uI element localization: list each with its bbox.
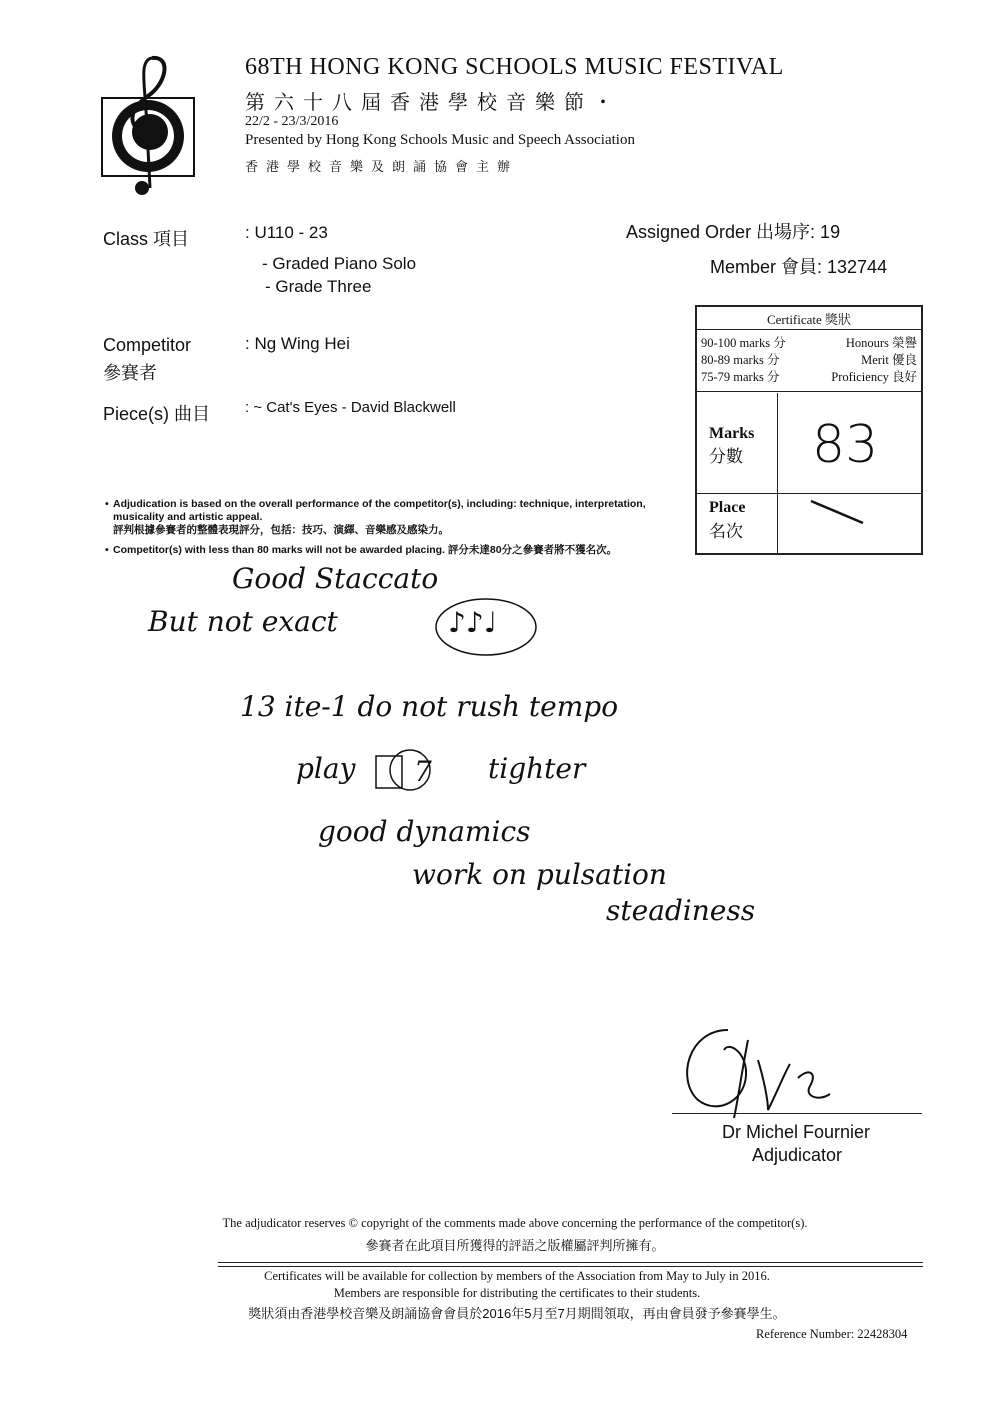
comment-line: good dynamics (318, 815, 531, 848)
place-label-zh: 名次 (709, 522, 743, 541)
signature-line (672, 1113, 922, 1114)
certificate-title: Certificate 獎狀 (766, 312, 852, 327)
festival-title-zh: 第六十八屆香港學校音樂節・ (245, 92, 622, 114)
competitor-label-zh: 參賽者 (103, 363, 157, 383)
comment-notes: ♪♪♩ (448, 606, 497, 639)
certificates-note: Members are responsible for distributing the certificates to their students. (333, 1286, 701, 1300)
class-label: Class 項目 (103, 229, 190, 249)
comment-bar-number: 7 (414, 755, 432, 788)
cert-award: Proficiency 良好 (831, 370, 917, 384)
adjudication-note-text: Adjudication is based on the overall performance of the competitor(s), including: technique, interpretation, musicality and artistic appeal. (113, 498, 646, 523)
cert-range: 90-100 marks 分 (701, 336, 786, 350)
comment-line: steadiness (606, 894, 756, 927)
adjudicator-name: Dr Michel Fournier (722, 1122, 871, 1142)
festival-dates: 22/2 - 23/3/2016 (245, 114, 339, 129)
adjudicator-signature (668, 1020, 868, 1120)
comment-line: play (296, 752, 356, 785)
pieces-value: : ~ Cat's Eyes - David Blackwell (245, 399, 456, 416)
certificate-row (701, 350, 917, 368)
marks-label: Marks (709, 425, 755, 442)
adjudicator-title: Adjudicator (752, 1145, 843, 1165)
footer-divider (218, 1262, 923, 1263)
copyright-note-zh: 參賽者在此項目所獲得的評語之版權屬評判所擁有。 (365, 1238, 665, 1253)
placing-note-text: Competitor(s) with less than 80 marks will not be awarded placing. 評分未達80分之參賽者將不獲名次。 (113, 544, 618, 556)
presented-by: Presented by Hong Kong Schools Music and Speech Association (245, 132, 635, 148)
class-line-2: - Graded Piano Solo (262, 254, 417, 273)
cert-award: Honours 榮譽 (845, 336, 917, 350)
marks-value: 83 (812, 415, 879, 475)
pieces-label: Piece(s) 曲目 (103, 404, 211, 424)
cert-range: 80-89 marks 分 (701, 353, 780, 367)
presented-by-zh: 香港學校音樂及朗誦協會主辦 (245, 159, 519, 174)
comment-line: work on pulsation (412, 858, 667, 891)
class-line-3: - Grade Three (265, 277, 372, 296)
cert-range: 75-79 marks 分 (701, 370, 780, 384)
copyright-note: The adjudicator reserves © copyright of the comments made above concerning the performance of the competitor(s). (222, 1216, 808, 1230)
festival-title: 68TH HONG KONG SCHOOLS MUSIC FESTIVAL (245, 54, 784, 80)
competitor-label: Competitor (103, 335, 192, 355)
reference-number: Reference Number: 22428304 (756, 1327, 908, 1341)
class-value: : U110 - 23 (245, 223, 328, 242)
festival-logo (100, 50, 196, 200)
certificate-box (695, 305, 923, 555)
certificates-note: Certificates will be available for collection by members of the Association from May to July in 2016. (264, 1269, 770, 1283)
marks-label-zh: 分數 (709, 447, 743, 466)
place-dash-mark (807, 497, 867, 527)
member-number: Member 會員: 132744 (710, 257, 888, 277)
certificate-row (701, 333, 917, 351)
competitor-value: : Ng Wing Hei (245, 334, 350, 353)
placing-note: • Competitor(s) with less than 80 marks will not be awarded placing. 評分未達80分之參賽者將不獲名次。 (105, 544, 618, 556)
footer-divider (218, 1266, 923, 1267)
certificate-row (701, 367, 917, 385)
comment-line: 13 ite-1 do not rush tempo (240, 690, 619, 723)
cert-award: Merit 優良 (861, 353, 917, 367)
comment-line: tighter (488, 752, 586, 785)
certificates-note-zh: 獎狀須由香港學校音樂及朗誦協會會員於2016年5月至7月期間領取，再由會員發予參賽學生。 (248, 1306, 786, 1321)
comment-line: Good Staccato (232, 562, 439, 595)
adjudication-note: • Adjudication is based on the overall performance of the competitor(s), including: technique, interpretation, musicality and artistic appeal. 評判根據參賽者的整體表現評分，包括：技巧、演繹、音樂感及感染力。 (105, 498, 646, 536)
adjudication-note-zh: 評判根據參賽者的整體表現評分，包括：技巧、演繹、音樂感及感染力。 (113, 524, 449, 536)
assigned-order: Assigned Order 出場序: 19 (626, 222, 841, 242)
comment-line: But not exact (148, 605, 338, 638)
place-label: Place (709, 499, 746, 516)
